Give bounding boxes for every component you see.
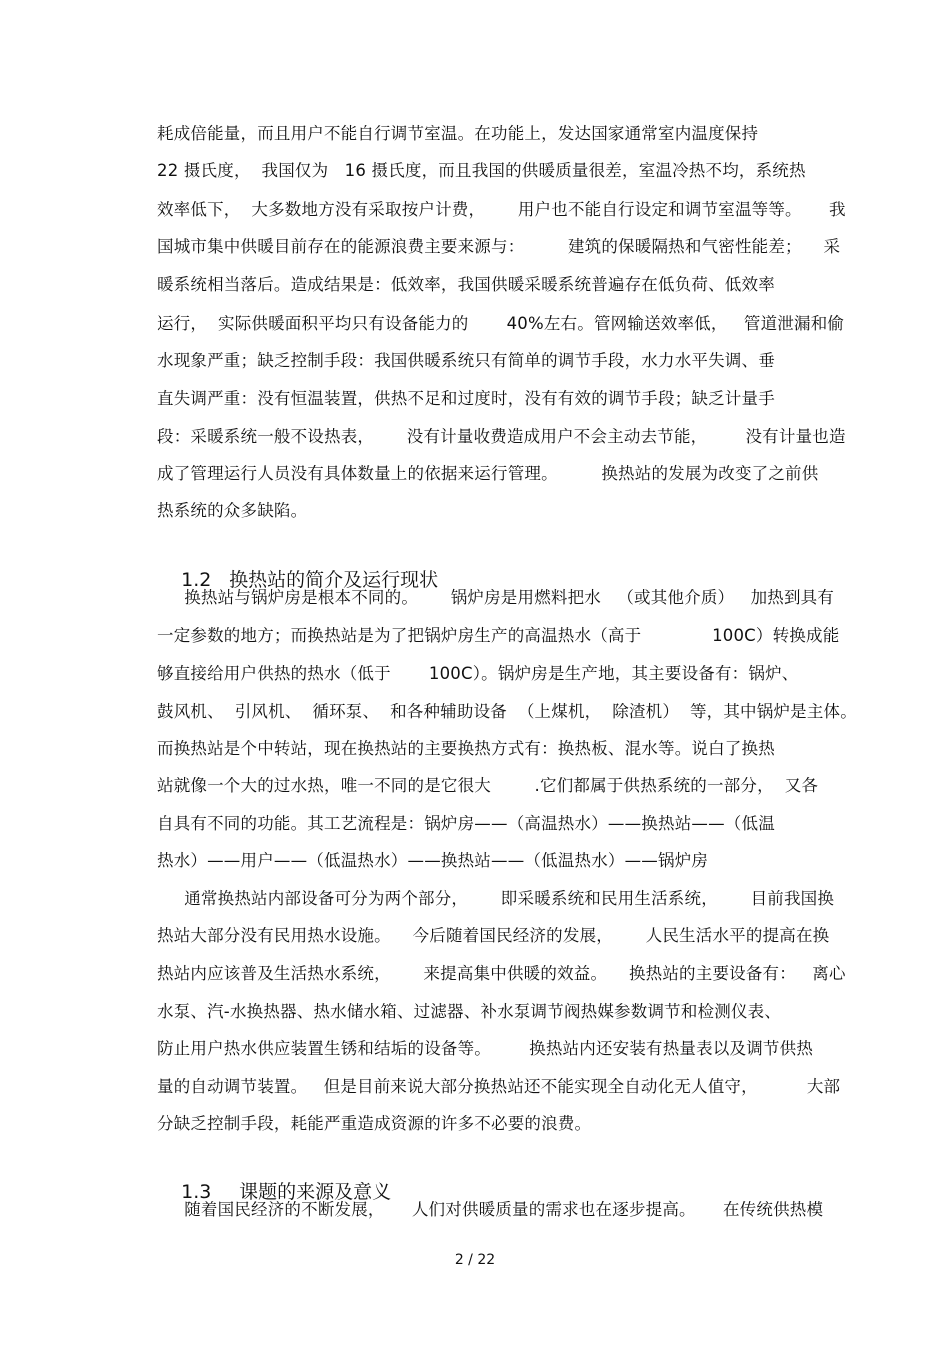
section-number: 1.2 — [181, 569, 212, 591]
text-line: 暖系统相当落后。造成结果是：低效率，我国供暖采暖系统普遍存在低负荷、低效率 — [157, 275, 775, 294]
text-line: 水现象严重；缺乏控制手段：我国供暖系统只有简单的调节手段，水力水平失调、垂 — [157, 351, 775, 370]
text-line: 热站大部分没有民用热水设施。 今后随着国民经济的发展， 人民生活水平的提高在换 — [157, 926, 830, 945]
text-line: 运行， 实际供暖面积平均只有设备能力的 40%左右。管网输送效率低， 管道泄漏和偷 — [157, 314, 845, 333]
text-line: 量的自动调节装置。 但是目前来说大部分换热站还不能实现全自动化无人值守， 大部 — [157, 1077, 841, 1096]
text-line: 一定参数的地方；而换热站是为了把锅炉房生产的高温热水（高于 100C）转换成能 — [157, 626, 840, 645]
page-number: 2 / 22 — [454, 1252, 496, 1268]
text-line: 够直接给用户供热的热水（低于 100C）。锅炉房是生产地，其主要设备有：锅炉、 — [157, 664, 799, 683]
text-line: 国城市集中供暖目前存在的能源浪费主要来源与： 建筑的保暖隔热和气密性能差； 采 — [157, 237, 841, 256]
section-title: 课题的来源及意义 — [239, 1181, 392, 1203]
text-line: 站就像一个大的过水热，唯一不同的是它很大 .它们都属于供热系统的一部分， 又各 — [157, 776, 819, 795]
text-line: 段：采暖系统一般不设热表， 没有计量收费造成用户不会主动去节能， 没有计量也造 — [157, 427, 846, 446]
text-line: 通常换热站内部设备可分为两个部分， 即采暖系统和民用生活系统， 目前我国换 — [157, 889, 835, 908]
text-line: 热系统的众多缺陷。 — [157, 501, 308, 520]
text-line: 热水）——用户——（低温热水）——换热站——（低温热水）——锅炉房 — [157, 851, 709, 870]
text-line: 防止用户热水供应装置生锈和结垢的设备等。 换热站内还安装有热量表以及调节供热 — [157, 1039, 814, 1058]
text-line: 随着国民经济的不断发展， 人们对供暖质量的需求也在逐步提高。 在传统供热模 — [157, 1200, 824, 1219]
text-line: 自具有不同的功能。其工艺流程是：锅炉房——（高温热水）——换热站——（低温 — [157, 814, 775, 833]
text-line: 热站内应该普及生活热水系统， 来提高集中供暖的效益。 换热站的主要设备有： 离心 — [157, 964, 846, 983]
text-line: 成了管理运行人员没有具体数量上的依据来运行管理。 换热站的发展为改变了之前供 — [157, 464, 819, 483]
text-line: 22 摄氏度， 我国仅为 16 摄氏度，而且我国的供暖质量很差，室温冷热不均，系统热 — [157, 161, 806, 180]
text-line: 效率低下， 大多数地方没有采取按户计费， 用户也不能自行设定和调节室温等等。 我 — [157, 200, 846, 219]
section-number: 1.3 — [181, 1181, 212, 1203]
text-line: 分缺乏控制手段，耗能严重造成资源的许多不必要的浪费。 — [157, 1114, 592, 1133]
text-line: 耗成倍能量，而且用户不能自行调节室温。在功能上，发达国家通常室内温度保持 — [157, 124, 759, 143]
text-line: 换热站与锅炉房是根本不同的。 锅炉房是用燃料把水 （或其他介质） 加热到具有 — [157, 588, 835, 607]
text-line: 鼓风机、 引风机、 循环泵、 和各种辅助设备 （上煤机， 除渣机） 等，其中锅炉是主体。 — [157, 702, 857, 721]
text-line: 水泵、汽-水换热器、热水储水箱、过滤器、补水泵调节阀热媒参数调节和检测仪表、 — [157, 1002, 782, 1021]
text-line: 直失调严重：没有恒温装置，供热不足和过度时，没有有效的调节手段；缺乏计量手 — [157, 389, 775, 408]
section-title: 换热站的简介及运行现状 — [229, 569, 439, 591]
text-line: 而换热站是个中转站，现在换热站的主要换热方式有：换热板、混水等。说白了换热 — [157, 739, 775, 758]
